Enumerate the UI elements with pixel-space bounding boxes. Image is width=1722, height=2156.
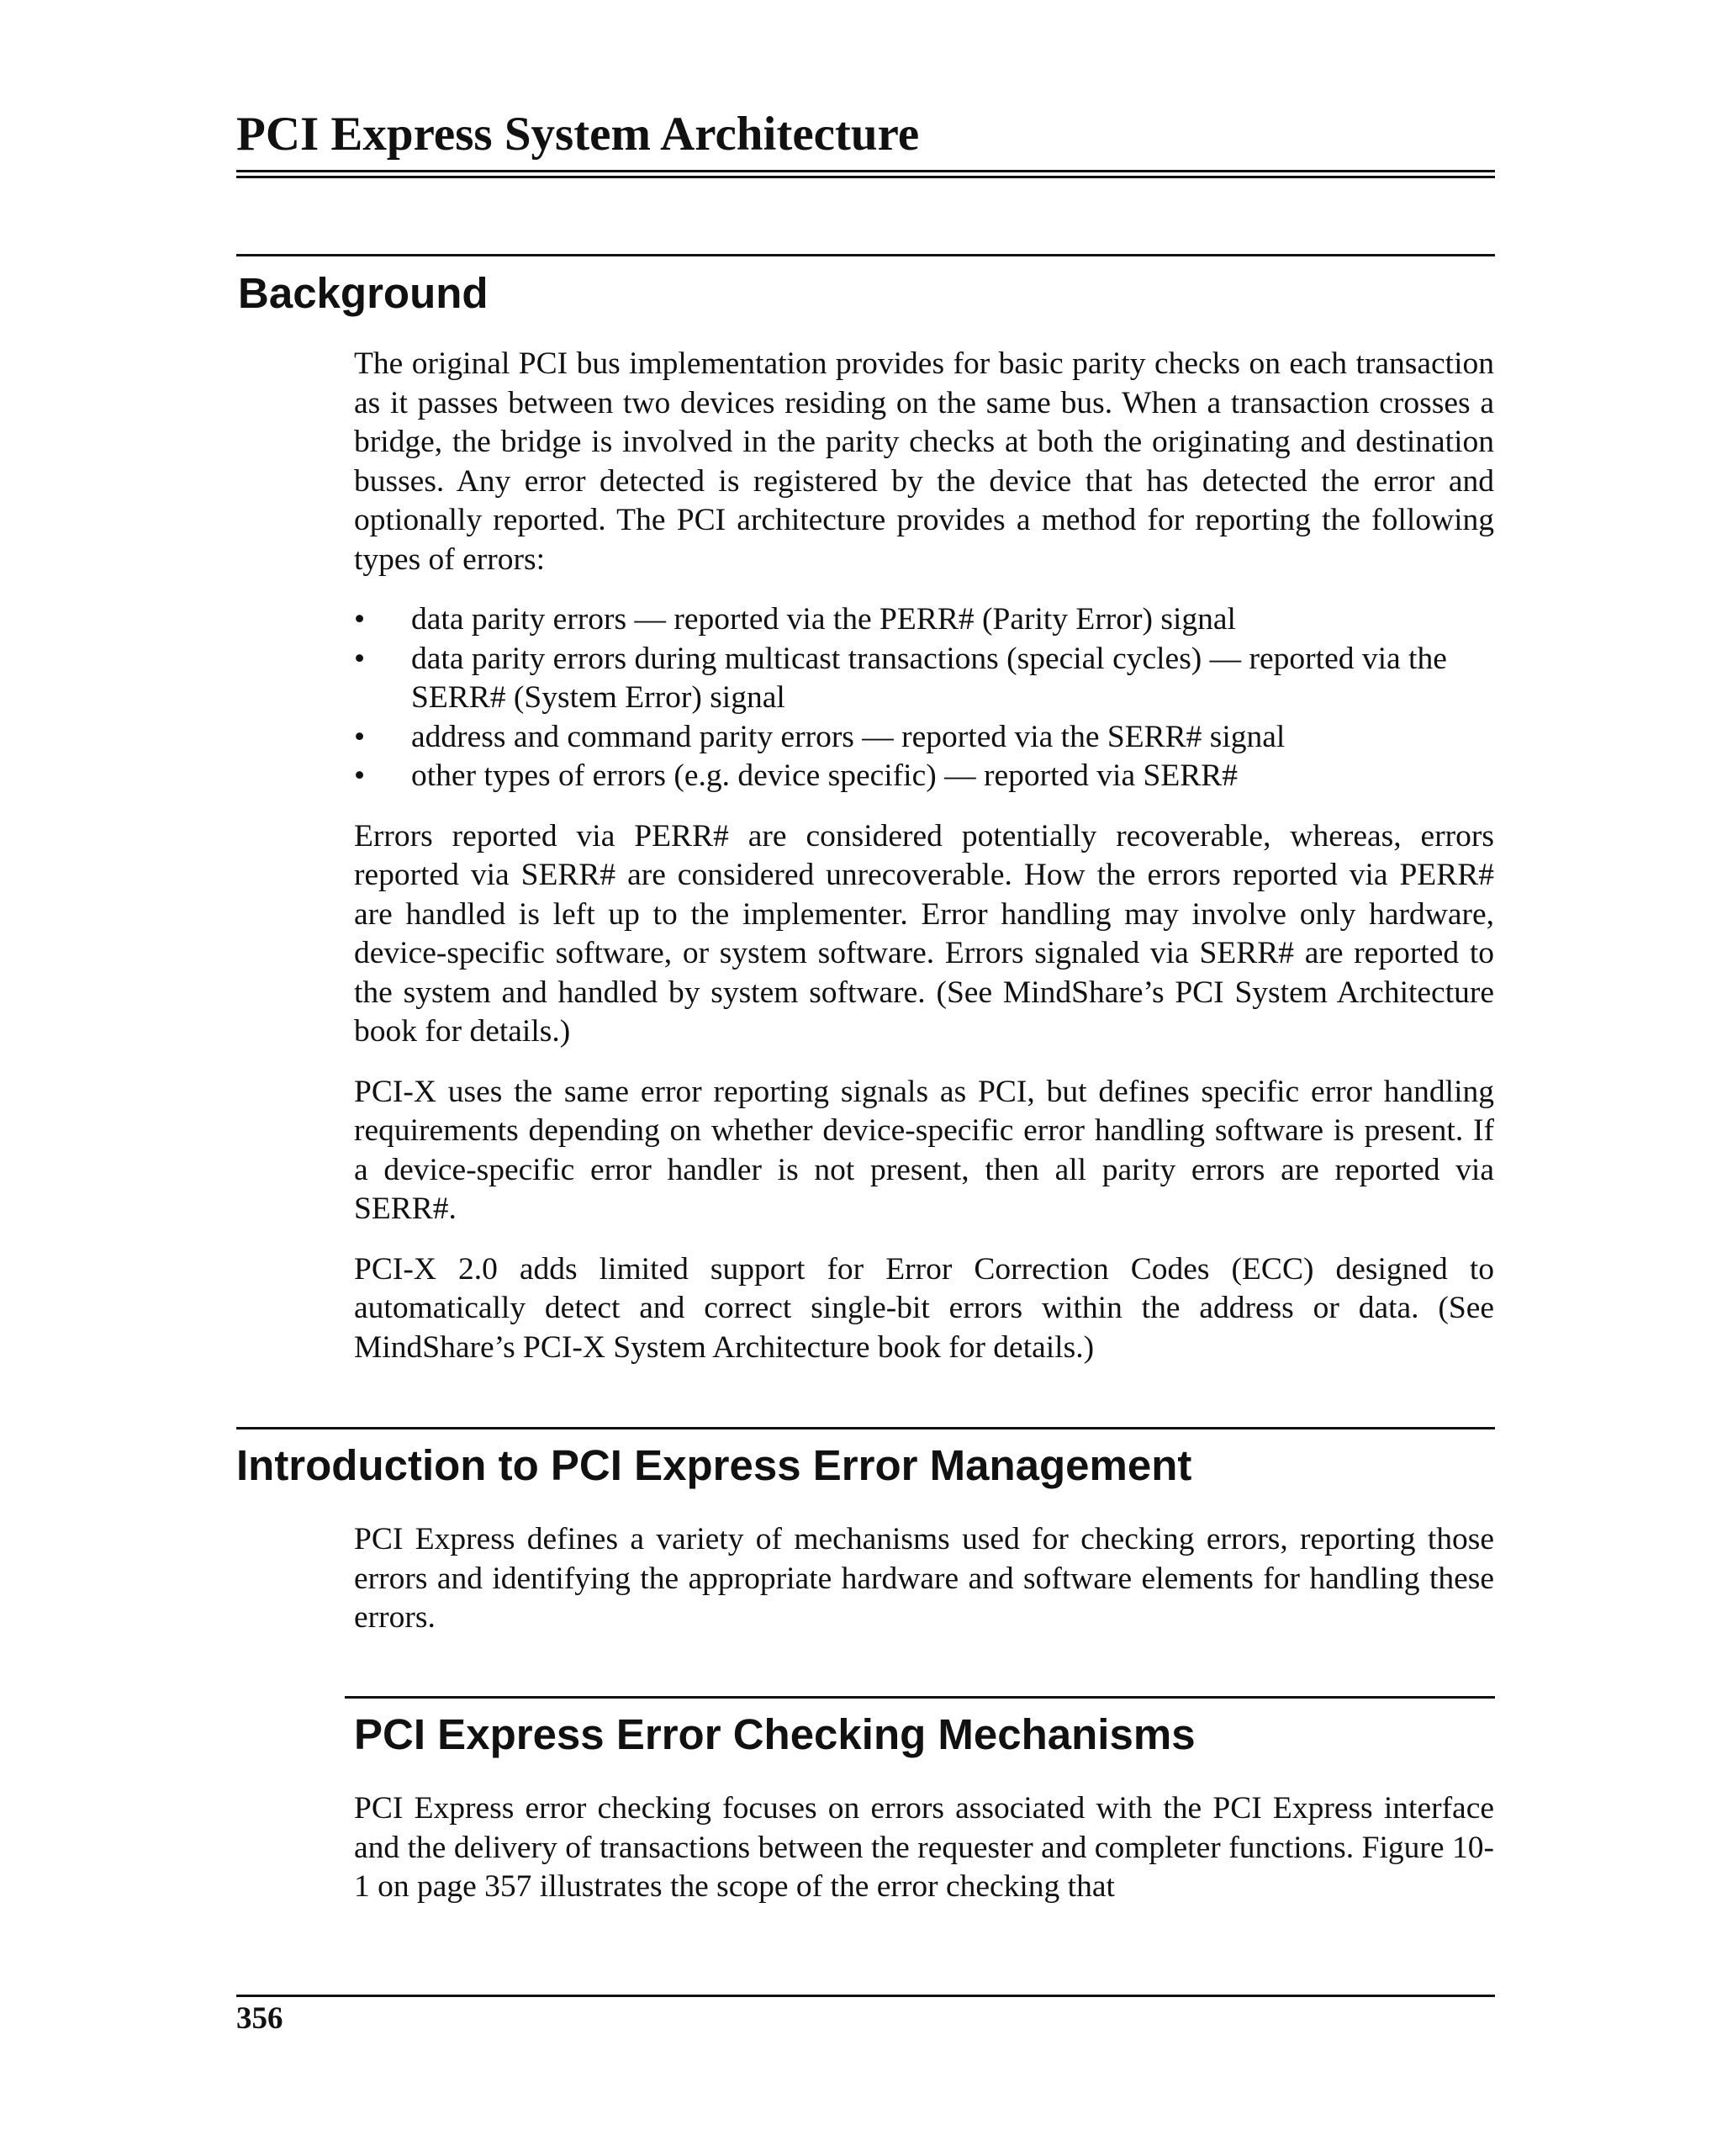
running-head: PCI Express System Architecture <box>236 108 920 161</box>
background-paragraph-4: PCI-X 2.0 adds limited support for Error Correction Codes (ECC) designed to automatically detect and correct single-bit errors within the address or data. (See MindShare’s PCI-X System Architecture book for details.) <box>354 1251 1494 1365</box>
list-item-text: data parity errors — reported via the PERR# (Parity Error) signal <box>411 602 1236 637</box>
error-types-list <box>354 600 1494 796</box>
checking-body <box>354 1789 1494 1907</box>
bullet-icon: • <box>354 602 366 637</box>
background-paragraph-3: PCI-X uses the same error reporting signals as PCI, but defines specific error handling requirements depending on whether device-specific error handling software is present. If a device-specific error handler is not present, then all parity errors are reported via SERR#. <box>354 1074 1494 1226</box>
introduction-paragraph-1: PCI Express defines a variety of mechanisms used for checking errors, reporting those errors and identifying the appropriate hardware and software elements for handling these errors. <box>354 1522 1494 1635</box>
list-item-text: data parity errors during multicast transactions (special cycles) — reported via the SERR# (System Error) signal <box>411 641 1447 715</box>
list-item <box>354 757 1494 796</box>
bullet-icon: • <box>354 641 366 676</box>
heading-background: Background <box>238 269 489 317</box>
background-paragraph-1: The original PCI bus implementation provides for basic parity checks on each transaction as it passes between two devices residing on the same bus. When a transaction crosses a bridge, the bridge is involved in the parity checks at both the originating and destination busses. Any error detected is registered by the device that has detected the error and optionally reported. The PCI architecture provides a method for reporting the following types of errors: <box>354 346 1494 577</box>
bullet-icon: • <box>354 758 366 793</box>
bullet-icon: • <box>354 719 366 754</box>
checking-paragraph-1: PCI Express error checking focuses on errors associated with the PCI Express interface and the delivery of transactions between the requester and completer functions. Figure 10-1 on page 357 illustrates the scope of the error checking that <box>354 1791 1494 1904</box>
heading-introduction: Introduction to PCI Express Error Management <box>236 1441 1192 1489</box>
background-body <box>354 345 1494 1367</box>
list-item-text: address and command parity errors — reported via the SERR# signal <box>411 719 1286 754</box>
section-rule-background <box>236 254 1495 256</box>
list-item <box>354 600 1494 640</box>
footer-rule <box>236 1995 1495 1997</box>
introduction-body <box>354 1520 1494 1638</box>
header-rule-top <box>236 170 1495 172</box>
page-number: 356 <box>236 2001 283 2036</box>
list-item <box>354 640 1494 718</box>
background-paragraph-2: Errors reported via PERR# are considered potentially recoverable, whereas, errors reported via SERR# are considered unrecoverable. How the errors reported via PERR# are handled is left up to the implementer. Error handling may involve only hardware, device-specific software, or system software. Errors signaled via SERR# are reported to the system and handled by system software. (See MindShare’s PCI System Architecture book for details.) <box>354 818 1494 1049</box>
section-rule-checking <box>345 1696 1495 1699</box>
heading-error-checking: PCI Express Error Checking Mechanisms <box>354 1710 1196 1758</box>
list-item-text: other types of errors (e.g. device specific) — reported via SERR# <box>411 758 1239 793</box>
list-item <box>354 718 1494 758</box>
section-rule-introduction <box>236 1427 1495 1429</box>
header-rule-bottom <box>236 176 1495 178</box>
